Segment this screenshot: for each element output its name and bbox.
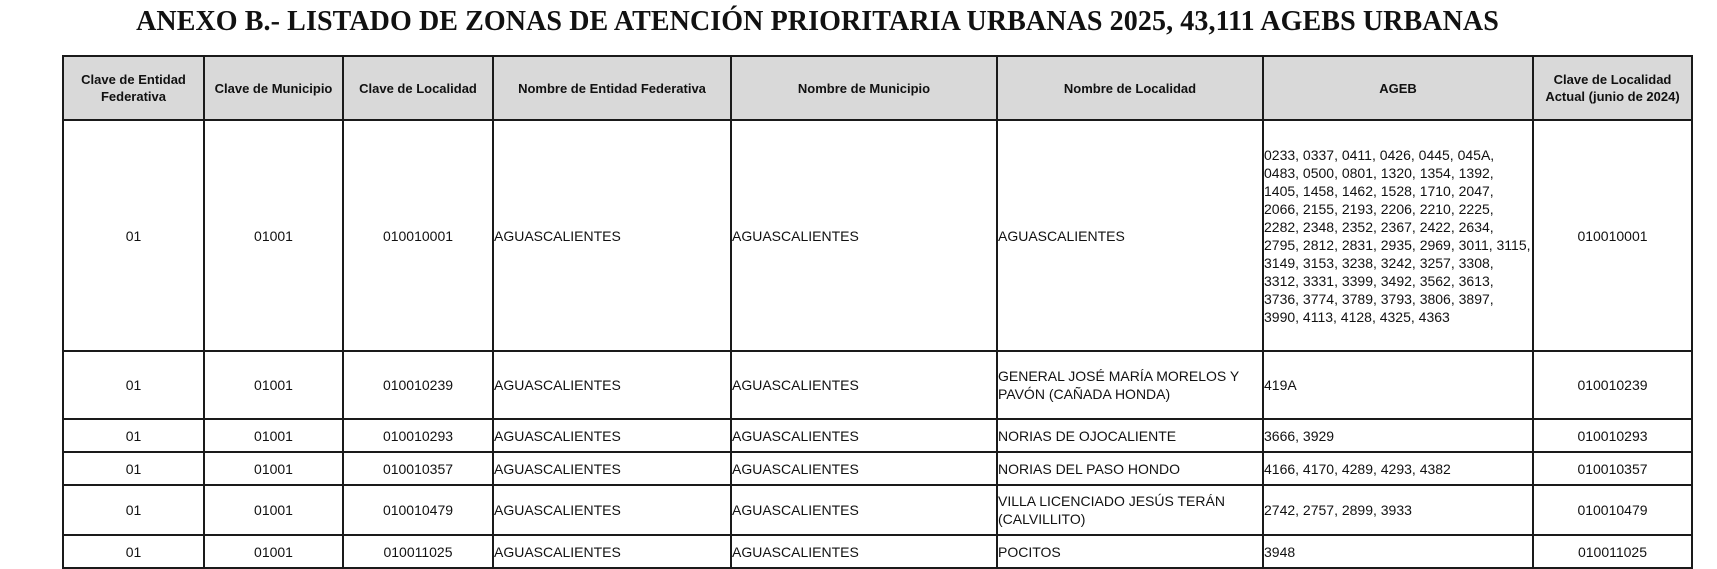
cell-clave-municipio: 01001 — [204, 452, 343, 485]
cell-clave-localidad: 010010293 — [343, 419, 493, 452]
cell-ageb: 4166, 4170, 4289, 4293, 4382 — [1263, 452, 1533, 485]
cell-clave-entidad: 01 — [63, 120, 204, 351]
cell-clave-localidad-actual: 010011025 — [1533, 535, 1692, 568]
table-row — [63, 120, 1692, 351]
header-clave-localidad: Clave de Localidad — [343, 56, 493, 120]
table-row — [63, 535, 1692, 568]
cell-clave-localidad-actual: 010010357 — [1533, 452, 1692, 485]
cell-clave-entidad: 01 — [63, 419, 204, 452]
cell-clave-localidad: 010010479 — [343, 485, 493, 535]
cell-clave-entidad: 01 — [63, 452, 204, 485]
cell-ageb: 3666, 3929 — [1263, 419, 1533, 452]
cell-nombre-entidad: AGUASCALIENTES — [493, 535, 731, 568]
cell-nombre-localidad: VILLA LICENCIADO JESÚS TERÁN (CALVILLITO) — [997, 485, 1263, 535]
cell-clave-localidad-actual: 010010293 — [1533, 419, 1692, 452]
header-nombre-localidad: Nombre de Localidad — [997, 56, 1263, 120]
header-clave-localidad-actual: Clave de Localidad Actual (junio de 2024) — [1533, 56, 1692, 120]
table-header-row — [63, 56, 1692, 120]
table-row — [63, 452, 1692, 485]
header-nombre-municipio: Nombre de Municipio — [731, 56, 997, 120]
cell-clave-localidad-actual: 010010479 — [1533, 485, 1692, 535]
table-row — [63, 351, 1692, 419]
cell-nombre-municipio: AGUASCALIENTES — [731, 485, 997, 535]
cell-clave-municipio: 01001 — [204, 485, 343, 535]
header-clave-entidad: Clave de Entidad Federativa — [63, 56, 204, 120]
cell-clave-municipio: 01001 — [204, 351, 343, 419]
cell-nombre-municipio: AGUASCALIENTES — [731, 452, 997, 485]
cell-nombre-municipio: AGUASCALIENTES — [731, 535, 997, 568]
zonas-prioritarias-table — [62, 55, 1693, 569]
cell-nombre-localidad: NORIAS DE OJOCALIENTE — [997, 419, 1263, 452]
cell-nombre-municipio: AGUASCALIENTES — [731, 351, 997, 419]
table-row — [63, 419, 1692, 452]
header-nombre-entidad: Nombre de Entidad Federativa — [493, 56, 731, 120]
cell-clave-localidad: 010010001 — [343, 120, 493, 351]
cell-clave-municipio: 01001 — [204, 535, 343, 568]
cell-clave-localidad: 010010357 — [343, 452, 493, 485]
cell-nombre-entidad: AGUASCALIENTES — [493, 452, 731, 485]
cell-nombre-entidad: AGUASCALIENTES — [493, 419, 731, 452]
cell-clave-localidad: 010010239 — [343, 351, 493, 419]
cell-clave-entidad: 01 — [63, 351, 204, 419]
cell-nombre-localidad: GENERAL JOSÉ MARÍA MORELOS Y PAVÓN (CAÑADA HONDA) — [997, 351, 1263, 419]
cell-clave-municipio: 01001 — [204, 120, 343, 351]
cell-clave-localidad: 010011025 — [343, 535, 493, 568]
table-row — [63, 485, 1692, 535]
cell-clave-localidad-actual: 010010001 — [1533, 120, 1692, 351]
cell-nombre-localidad: POCITOS — [997, 535, 1263, 568]
cell-ageb: 419A — [1263, 351, 1533, 419]
cell-nombre-localidad: AGUASCALIENTES — [997, 120, 1263, 351]
cell-nombre-municipio: AGUASCALIENTES — [731, 419, 997, 452]
header-ageb: AGEB — [1263, 56, 1533, 120]
document-title: ANEXO B.- LISTADO DE ZONAS DE ATENCIÓN PRIORITARIA URBANAS 2025, 43,111 AGEBS URBANAS — [136, 6, 1499, 37]
cell-nombre-entidad: AGUASCALIENTES — [493, 351, 731, 419]
cell-nombre-municipio: AGUASCALIENTES — [731, 120, 997, 351]
cell-ageb: 0233, 0337, 0411, 0426, 0445, 045A, 0483, 0500, 0801, 1320, 1354, 1392, 1405, 1458, 1462, 1528, 1710, 2047, 2066, 2155, 2193, 2206, 2210, 2225, 2282, 2348, 2352, 2367, 2422, 2634, 2795, 2812, 2831, 2935, 2969, 3011, 3115, 3149, 3153, 3238, 3242, 3257, 3308, 3312, 3331, 3399, 3492, 3562, 3613, 3736, 3774, 3789, 3793, 3806, 3897, 3990, 4113, 4128, 4325, 4363 — [1263, 120, 1533, 351]
header-clave-municipio: Clave de Municipio — [204, 56, 343, 120]
cell-nombre-entidad: AGUASCALIENTES — [493, 485, 731, 535]
cell-clave-municipio: 01001 — [204, 419, 343, 452]
cell-ageb: 2742, 2757, 2899, 3933 — [1263, 485, 1533, 535]
cell-clave-localidad-actual: 010010239 — [1533, 351, 1692, 419]
cell-nombre-entidad: AGUASCALIENTES — [493, 120, 731, 351]
cell-ageb: 3948 — [1263, 535, 1533, 568]
cell-clave-entidad: 01 — [63, 535, 204, 568]
cell-nombre-localidad: NORIAS DEL PASO HONDO — [997, 452, 1263, 485]
cell-clave-entidad: 01 — [63, 485, 204, 535]
